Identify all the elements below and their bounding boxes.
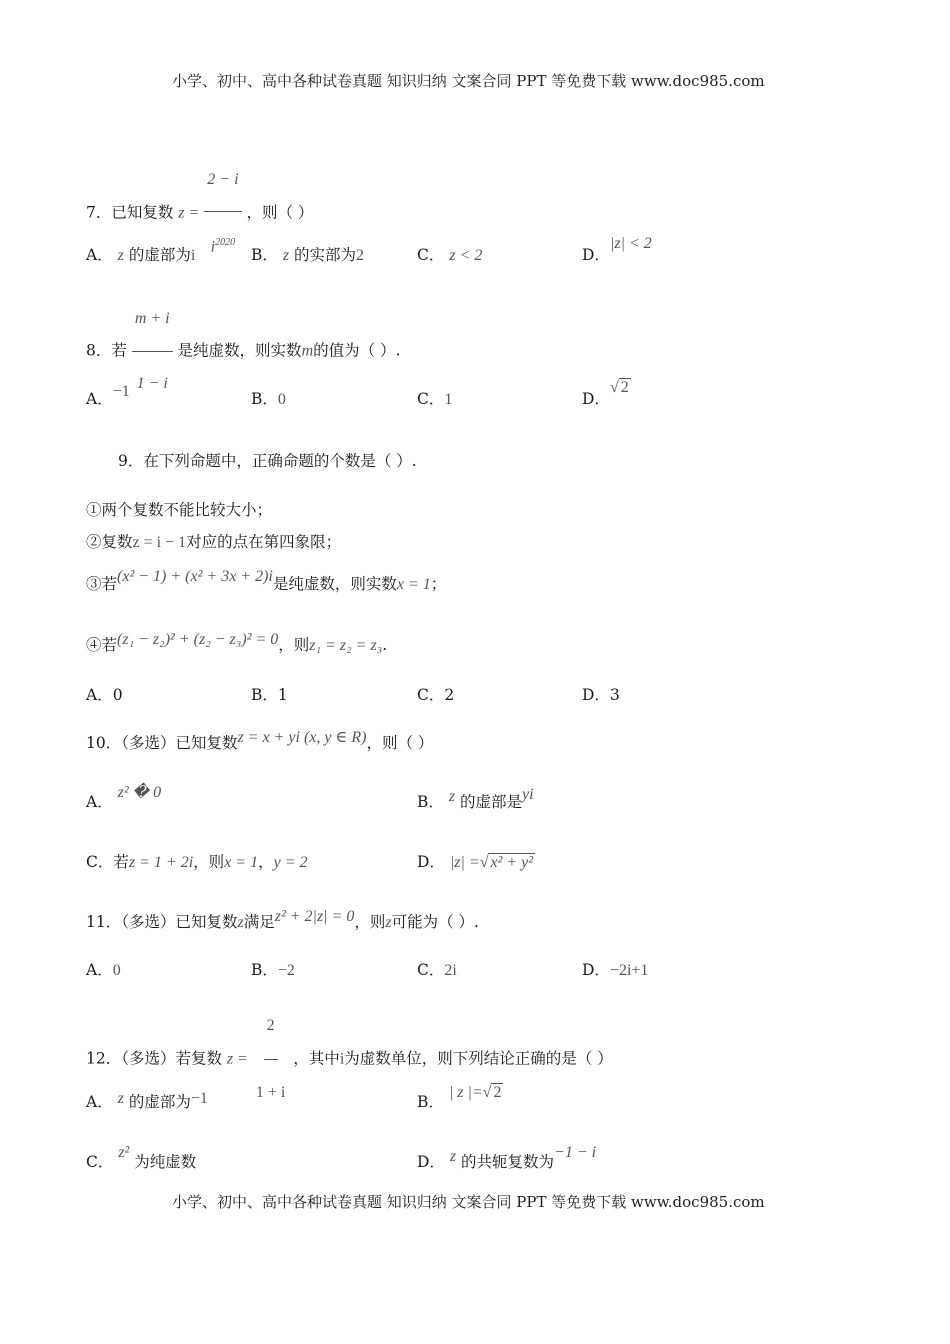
q9-option-b: B．1 [251, 686, 288, 704]
q7-option-a: A． z 的虚部为i [86, 246, 196, 264]
question-9-stem: 9．在下列命题中，正确命题的个数是（ ）. [118, 452, 417, 470]
q7-formula-lhs: z = [178, 204, 200, 222]
q9-statement-2: ②复数z = i − 1对应的点在第四象限； [86, 533, 342, 551]
q9-statement-3: ③若(x² − 1) + (x² + 3x + 2)i是纯虚数，则实数x = 1； [86, 568, 447, 593]
q9-statement-4: ④若(z₁ − z₂)² + (z₂ − z₃)² = 0，则z₁ = z₂ = z₃. [86, 631, 388, 654]
q7-suffix: ，则（ ） [246, 203, 314, 222]
q12-option-b: B． | z |=√ 2 [417, 1084, 502, 1111]
sqrt-symbol: √ 2 [609, 379, 629, 396]
q12-fraction-denominator: 1 + i [255, 1084, 286, 1101]
q12-option-a: A． z 的虚部为−1 [86, 1090, 208, 1111]
page-header: 小学、初中、高中各种试卷真题 知识归纳 文案合同 PPT 等免费下载 www.doc985.com [172, 72, 765, 90]
q10-option-d: D． |z| =√ x² + y² [417, 853, 534, 871]
q8-option-c: C．1 [417, 390, 453, 408]
q7-option-c: C． z < 2 [417, 246, 483, 264]
q8-middle: 是纯虚数，则实数 [177, 341, 302, 360]
q12-option-d: D． z 的共轭复数为−1 − i [417, 1144, 597, 1171]
question-11-stem: 11．（多选）已知复数z满足z² + 2|z| = 0，则z可能为（ ）. [86, 908, 479, 931]
q8-fraction [132, 288, 173, 415]
q10-option-c: C．若z = 1 + 2i，则x = 1，y = 2 [86, 853, 308, 871]
q8-option-a: A．−1 [86, 383, 130, 408]
q8-suffix: 的值为（ ）. [313, 341, 401, 360]
q9-option-d: D．3 [582, 686, 620, 704]
q7-fraction-denominator-base: i [210, 238, 216, 256]
sqrt-symbol: √ x² + y² [479, 854, 534, 871]
page-footer: 小学、初中、高中各种试卷真题 知识归纳 文案合同 PPT 等免费下载 www.doc985.com [172, 1193, 765, 1211]
q11-option-d: D．−2i+1 [582, 961, 649, 979]
q7-option-d: D．|z| < 2 [582, 235, 652, 264]
q8-option-b: B．0 [251, 390, 286, 408]
question-12-stem: 12．（多选）若复数 z = $\frac{2}{1 + i}$ ，其中i为虚数单位，则下列结论正确的是（ ） [86, 994, 613, 1125]
q9-statement-1: ①两个复数不能比较大小； [86, 501, 273, 519]
q7-fraction-denominator-exponent: 2020 [215, 237, 236, 248]
question-10-stem: 10．（多选）已知复数z = x + yi (x, y ∈ R)，则（ ） [86, 729, 434, 752]
q8-option-d: D．√ 2 [582, 379, 629, 408]
question-8-stem [86, 288, 400, 415]
q11-option-c: C．2i [417, 961, 457, 979]
q10-option-a: A． z² � 0 [86, 784, 162, 811]
q8-fraction-denominator: 1 − i [136, 375, 168, 392]
q7-fraction-numerator: 2 − i [204, 150, 241, 212]
q9-option-a: A．0 [86, 686, 123, 704]
q12-formula-lhs: z = [226, 1050, 248, 1068]
sqrt-symbol: √ 2 [482, 1084, 502, 1101]
q12-option-c: C． z² 为纯虚数 [86, 1144, 197, 1171]
q7-prefix: 7．已知复数 [86, 203, 174, 222]
q7-option-b: B． z 的实部为2 [251, 246, 365, 264]
q9-option-c: C．2 [417, 686, 455, 704]
q12-fraction-numerator: 2 [264, 994, 278, 1060]
q8-fraction-numerator: m + i [132, 288, 173, 352]
q11-option-a: A．0 [86, 961, 121, 979]
q10-option-b: B． z 的虚部是yi [417, 786, 534, 811]
q11-option-b: B．−2 [251, 961, 295, 979]
q7-formula-fraction [204, 150, 241, 277]
q8-prefix: 8．若 [86, 341, 127, 360]
q8-variable: m [301, 342, 314, 360]
q12-fraction [253, 994, 288, 1125]
